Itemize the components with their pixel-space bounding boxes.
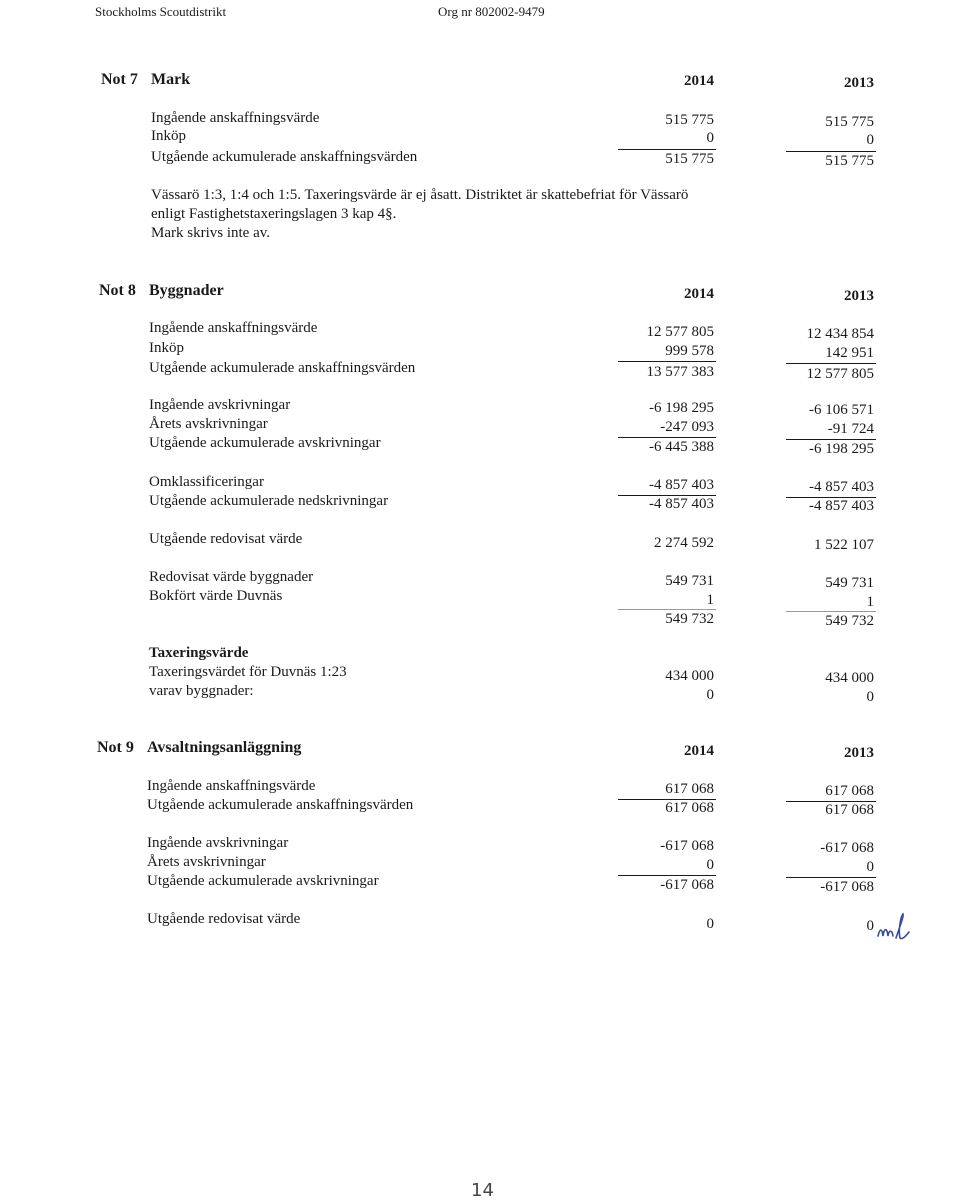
- value-2013: -617 068: [820, 879, 874, 895]
- value-2014: -6 445 388: [649, 439, 714, 455]
- row-label: Utgående redovisat värde: [147, 911, 301, 927]
- year-header-2014: 2014: [684, 73, 714, 89]
- sum-rule: [786, 877, 876, 878]
- value-2014: 12 577 805: [646, 324, 714, 340]
- sum-rule: [786, 439, 876, 440]
- sum-rule: [618, 437, 716, 438]
- year-header-2014: 2014: [684, 286, 714, 302]
- value-2013: 617 068: [825, 802, 874, 818]
- value-2013: 12 577 805: [806, 366, 874, 382]
- sum-rule: [618, 875, 716, 876]
- row-label: Årets avskrivningar: [147, 854, 266, 870]
- row-label: Ingående anskaffningsvärde: [149, 320, 318, 336]
- row-label: Utgående ackumulerade avskrivningar: [149, 435, 381, 451]
- value-2013: 12 434 854: [806, 326, 874, 342]
- value-2013: 549 731: [825, 575, 874, 591]
- value-2014: -617 068: [660, 877, 714, 893]
- row-label: Ingående avskrivningar: [149, 397, 291, 413]
- note-text-line: Mark skrivs inte av.: [151, 225, 271, 241]
- page-number: 14: [471, 1180, 494, 1201]
- row-label: varav byggnader:: [149, 683, 254, 699]
- value-2014: 0: [706, 130, 714, 146]
- note-title: Mark: [151, 71, 191, 88]
- value-2013: 515 775: [825, 153, 874, 169]
- value-2013: -617 068: [820, 840, 874, 856]
- value-2013: -4 857 403: [809, 479, 874, 495]
- value-2013: 0: [866, 689, 874, 705]
- row-label: Ingående avskrivningar: [147, 835, 289, 851]
- value-2014: 0: [706, 857, 714, 873]
- value-2014: 549 731: [665, 573, 714, 589]
- year-header-2013: 2013: [844, 75, 874, 91]
- sum-rule: [786, 611, 876, 612]
- value-2013: -6 198 295: [809, 441, 874, 457]
- value-2014: 0: [706, 687, 714, 703]
- value-2014: 617 068: [665, 781, 714, 797]
- sum-rule: [618, 609, 716, 610]
- year-header-2014: 2014: [684, 743, 714, 759]
- sum-rule: [786, 363, 876, 364]
- value-2014: -4 857 403: [649, 496, 714, 512]
- value-2014: -4 857 403: [649, 477, 714, 493]
- value-2014: 13 577 383: [646, 364, 714, 380]
- value-2013: 0: [866, 132, 874, 148]
- handwritten-initials: [876, 910, 916, 946]
- value-2013: -6 106 571: [809, 402, 874, 418]
- row-label: Inköp: [151, 128, 186, 144]
- value-2013: -4 857 403: [809, 498, 874, 514]
- value-2014: 434 000: [665, 668, 714, 684]
- value-2014: 999 578: [665, 343, 714, 359]
- row-label: Utgående ackumulerade nedskrivningar: [149, 493, 389, 509]
- subsection-title: Taxeringsvärde: [149, 645, 249, 661]
- value-2014: 549 732: [665, 611, 714, 627]
- sum-rule: [618, 149, 716, 150]
- value-2013: 0: [866, 859, 874, 875]
- note-text-line: enligt Fastighetstaxeringslagen 3 kap 4§.: [151, 206, 397, 222]
- value-2014: 515 775: [665, 112, 714, 128]
- note-label: Not 7: [101, 71, 138, 88]
- org-name: Stockholms Scoutdistrikt: [95, 4, 227, 19]
- value-2013: 0: [866, 918, 874, 934]
- row-label: Inköp: [149, 340, 184, 356]
- year-header-2013: 2013: [844, 745, 874, 761]
- row-label: Utgående redovisat värde: [149, 531, 303, 547]
- row-label: Taxeringsvärdet för Duvnäs 1:23: [149, 664, 347, 680]
- row-label: Utgående ackumulerade anskaffningsvärden: [151, 149, 418, 165]
- value-2013: 434 000: [825, 670, 874, 686]
- row-label: Utgående ackumulerade anskaffningsvärden: [149, 360, 416, 376]
- row-label: Redovisat värde byggnader: [149, 569, 314, 585]
- note-text-line: Vässarö 1:3, 1:4 och 1:5. Taxeringsvärde är ej åsatt. Distriktet är skattebefriat för Vässarö: [151, 187, 689, 203]
- year-header-2013: 2013: [844, 288, 874, 304]
- note-title: Byggnader: [149, 282, 224, 299]
- value-2014: 515 775: [665, 151, 714, 167]
- value-2014: -247 093: [660, 419, 714, 435]
- row-label: Årets avskrivningar: [149, 416, 268, 432]
- value-2014: 2 274 592: [654, 535, 714, 551]
- value-2013: 515 775: [825, 114, 874, 130]
- row-label: Ingående anskaffningsvärde: [147, 778, 316, 794]
- note-label: Not 9: [97, 739, 134, 756]
- row-label: Utgående ackumulerade avskrivningar: [147, 873, 379, 889]
- row-label: Bokfört värde Duvnäs: [149, 588, 283, 604]
- row-label: Omklassificeringar: [149, 474, 264, 490]
- sum-rule: [786, 151, 876, 152]
- value-2014: 0: [706, 916, 714, 932]
- value-2014: 1: [706, 592, 714, 608]
- value-2014: 617 068: [665, 800, 714, 816]
- value-2014: -617 068: [660, 838, 714, 854]
- value-2013: 1 522 107: [814, 537, 874, 553]
- value-2013: 549 732: [825, 613, 874, 629]
- row-label: Utgående ackumulerade anskaffningsvärden: [147, 797, 414, 813]
- value-2013: -91 724: [827, 421, 874, 437]
- value-2013: 1: [866, 594, 874, 610]
- note-title: Avsaltningsanläggning: [147, 739, 302, 756]
- value-2013: 142 951: [825, 345, 874, 361]
- org-number: Org nr 802002-9479: [438, 4, 545, 19]
- value-2014: -6 198 295: [649, 400, 714, 416]
- note-label: Not 8: [99, 282, 136, 299]
- row-label: Ingående anskaffningsvärde: [151, 110, 320, 126]
- value-2013: 617 068: [825, 783, 874, 799]
- sum-rule: [618, 361, 716, 362]
